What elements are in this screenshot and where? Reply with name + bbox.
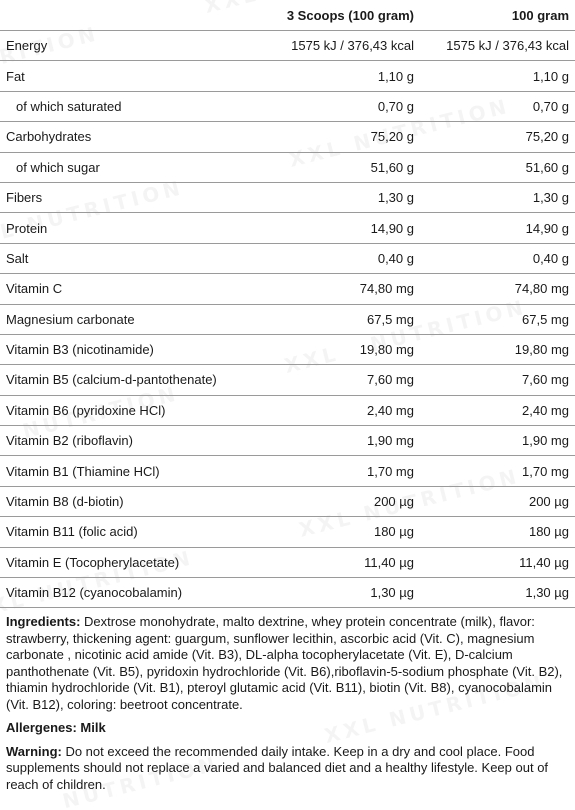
allergenes-paragraph: [6, 720, 569, 737]
per-100g-value: 1,90 mg: [420, 426, 575, 456]
per-100g-value: 1,70 mg: [420, 456, 575, 486]
serving-value: 1,30 µg: [265, 578, 420, 608]
serving-value: 200 µg: [265, 486, 420, 516]
per-100g-value: 1575 kJ / 376,43 kcal: [420, 31, 575, 61]
table-row: [0, 61, 575, 91]
warning-label: Warning:: [6, 743, 62, 759]
ingredients-text: Dextrose monohydrate, malto dextrine, whey protein concentrate (milk), flavor: strawberry, thickening agent: guargum, sunflower lecithin, ascorbic acid (Vit. C), magnesium carbonate , nicotinic acid amide (Vit. B3), DL-alpha tocopherylacetate (Vit. E), D-calcium panthothenate (Vit. B5), pyridoxin hydrochloride (Vit. B6),riboflavin-5-sodium phosphate (Vit. B2), thiamin hydrochloride (Vit. B1), pteroyl glutamic acid (Vit. B11), biotin (Vit. B8), cyanocobalamin (Vit. B12), coloring: beetroot concentrate.: [6, 614, 563, 712]
nutrient-name: Carbohydrates: [0, 122, 265, 152]
table-row: [0, 31, 575, 61]
table-row: [0, 426, 575, 456]
per-100g-value: 11,40 µg: [420, 547, 575, 577]
table-row: [0, 122, 575, 152]
table-row: [0, 152, 575, 182]
table-row: [0, 547, 575, 577]
table-row: [0, 517, 575, 547]
table-row: [0, 578, 575, 608]
nutrient-name: Fibers: [0, 182, 265, 212]
per-100g-value: 200 µg: [420, 486, 575, 516]
table-row: [0, 365, 575, 395]
nutrient-name: Vitamin B12 (cyanocobalamin): [0, 578, 265, 608]
nutrient-name: Vitamin B6 (pyridoxine HCl): [0, 395, 265, 425]
header-serving: 3 Scoops (100 gram): [265, 0, 420, 31]
per-100g-value: 7,60 mg: [420, 365, 575, 395]
table-row: [0, 182, 575, 212]
product-notes: [0, 608, 575, 793]
nutrient-name: Vitamin C: [0, 274, 265, 304]
ingredients-paragraph: [6, 614, 569, 713]
nutrient-name: Fat: [0, 61, 265, 91]
serving-value: 75,20 g: [265, 122, 420, 152]
serving-value: 74,80 mg: [265, 274, 420, 304]
serving-value: 7,60 mg: [265, 365, 420, 395]
nutrient-name: Protein: [0, 213, 265, 243]
serving-value: 19,80 mg: [265, 334, 420, 364]
per-100g-value: 74,80 mg: [420, 274, 575, 304]
header-nutrient: [0, 0, 265, 31]
table-row: [0, 456, 575, 486]
nutrient-name: of which saturated: [0, 91, 265, 121]
serving-value: 1,90 mg: [265, 426, 420, 456]
serving-value: 14,90 g: [265, 213, 420, 243]
nutrient-name: Vitamin B8 (d-biotin): [0, 486, 265, 516]
header-per-100g: 100 gram: [420, 0, 575, 31]
per-100g-value: 2,40 mg: [420, 395, 575, 425]
serving-value: 0,40 g: [265, 243, 420, 273]
nutrient-name: Vitamin B1 (Thiamine HCl): [0, 456, 265, 486]
serving-value: 1,10 g: [265, 61, 420, 91]
serving-value: 180 µg: [265, 517, 420, 547]
nutrient-name: Vitamin B5 (calcium-d-pantothenate): [0, 365, 265, 395]
table-row: [0, 334, 575, 364]
nutrient-name: of which sugar: [0, 152, 265, 182]
table-row: [0, 91, 575, 121]
nutrient-name: Salt: [0, 243, 265, 273]
nutrient-name: Vitamin B11 (folic acid): [0, 517, 265, 547]
serving-value: 1575 kJ / 376,43 kcal: [265, 31, 420, 61]
per-100g-value: 1,30 g: [420, 182, 575, 212]
table-row: [0, 304, 575, 334]
table-row: [0, 274, 575, 304]
table-row: [0, 395, 575, 425]
per-100g-value: 180 µg: [420, 517, 575, 547]
serving-value: 2,40 mg: [265, 395, 420, 425]
warning-text: Do not exceed the recommended daily intake. Keep in a dry and cool place. Food supplements should not replace a varied and balanced diet and a healthy lifestyle. Keep out of reach of children.: [6, 743, 549, 792]
table-row: [0, 213, 575, 243]
per-100g-value: 14,90 g: [420, 213, 575, 243]
per-100g-value: 67,5 mg: [420, 304, 575, 334]
allergenes-label: Allergenes: Milk: [6, 720, 106, 736]
per-100g-value: 51,60 g: [420, 152, 575, 182]
per-100g-value: 75,20 g: [420, 122, 575, 152]
per-100g-value: 1,30 µg: [420, 578, 575, 608]
nutrient-name: Vitamin E (Tocopherylacetate): [0, 547, 265, 577]
table-row: [0, 243, 575, 273]
per-100g-value: 0,40 g: [420, 243, 575, 273]
per-100g-value: 0,70 g: [420, 91, 575, 121]
table-header-row: [0, 0, 575, 31]
nutrient-name: Magnesium carbonate: [0, 304, 265, 334]
serving-value: 1,70 mg: [265, 456, 420, 486]
serving-value: 67,5 mg: [265, 304, 420, 334]
warning-paragraph: [6, 744, 569, 794]
per-100g-value: 1,10 g: [420, 61, 575, 91]
table-row: [0, 486, 575, 516]
ingredients-label: Ingredients:: [6, 614, 81, 630]
serving-value: 51,60 g: [265, 152, 420, 182]
serving-value: 0,70 g: [265, 91, 420, 121]
nutrient-name: Vitamin B2 (riboflavin): [0, 426, 265, 456]
per-100g-value: 19,80 mg: [420, 334, 575, 364]
nutrient-name: Energy: [0, 31, 265, 61]
serving-value: 1,30 g: [265, 182, 420, 212]
serving-value: 11,40 µg: [265, 547, 420, 577]
nutrient-name: Vitamin B3 (nicotinamide): [0, 334, 265, 364]
